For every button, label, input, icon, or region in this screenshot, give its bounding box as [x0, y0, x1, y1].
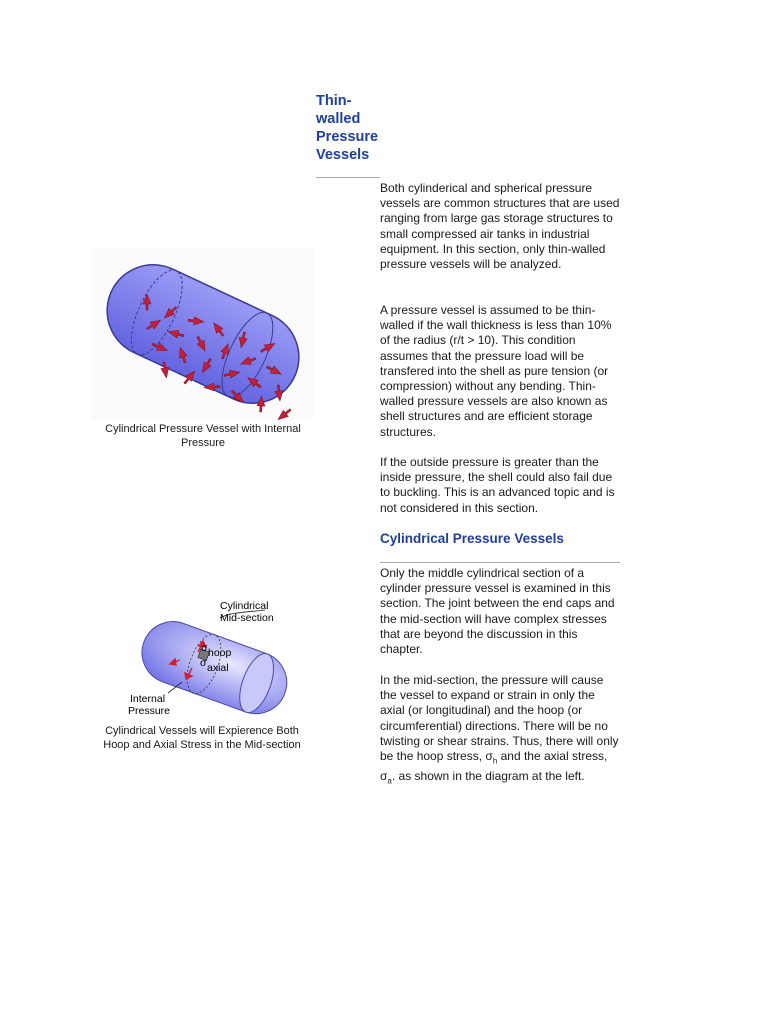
sigma-h-sub: h	[492, 756, 498, 766]
pressure-vessel-figure	[92, 248, 314, 420]
label-mid-section: Mid-section	[220, 612, 274, 624]
title-divider	[316, 177, 380, 178]
label-cylindrical: Cylindrical	[220, 600, 269, 612]
hoop-axial-illustration	[100, 590, 300, 725]
thin-walled-paragraph: A pressure vessel is assumed to be thin-walled if the wall thickness is less than 10% of the radius (r/t > 10). This condition assumes that the pressure load will be transfered into the shell as pure tension (or compression) without any bending. Thin-walled pressure vessels are also known as shell structures and are efficient storage structures.	[380, 303, 612, 439]
sigma-a: σ	[380, 768, 388, 783]
sigma-a-sub: a	[387, 776, 392, 785]
figure2-caption: Cylindrical Vessels will Expierence Both Hoop and Axial Stress in the Mid-section	[103, 725, 301, 751]
page-title: Thin-walled Pressure Vessels	[316, 93, 379, 163]
middle-section-paragraph: Only the middle cylindrical section of a cylinder pressure vessel is examined in this section. The joint between the end caps and the mid-section will have complex stresses that are beyond the discussion in this chapter.	[380, 566, 615, 657]
buckling-paragraph: If the outside pressure is greater than the inside pressure, the shell could also fail due to buckling. This is an advanced topic and is not considered in this section.	[380, 455, 615, 515]
section-heading: Cylindrical Pressure Vessels	[380, 531, 564, 546]
section-divider	[380, 562, 620, 563]
mid-text-b: and the axial stress,	[497, 749, 608, 764]
label-pressure: Pressure	[128, 705, 171, 717]
sigma-axial-symbol: σ	[200, 657, 207, 669]
label-axial: axial	[207, 662, 229, 674]
mid-text-c: . as shown in the diagram at the left.	[391, 768, 585, 783]
sigma-h: σ	[485, 749, 493, 764]
hoop-axial-figure	[100, 590, 300, 725]
pressure-vessel-illustration	[92, 248, 314, 420]
label-internal: Internal	[130, 693, 166, 705]
figure1-caption: Cylindrical Pressure Vessel with Internal Pressure	[105, 423, 301, 449]
sigma-hoop-symbol: σ	[201, 642, 208, 654]
intro-paragraph: Both cylinderical and spherical pressure vessels are common structures that are used ranging from large gas storage structures to small compressed air tanks in industrial equipment. In this section, only thin-walled pressure vessels will be analyzed.	[380, 181, 620, 272]
label-hoop: hoop	[208, 647, 232, 659]
pressure-arrow-icon	[275, 406, 292, 420]
mid-text-a: In the mid-section, the pressure will cause the vessel to expand or strain in only the axial (or longitudinal) and the hoop (or circumferential) directions. There will be no twisting or shear strains. Thus, there will only be the hoop stress,	[380, 673, 619, 764]
mid-section-paragraph	[380, 673, 620, 788]
